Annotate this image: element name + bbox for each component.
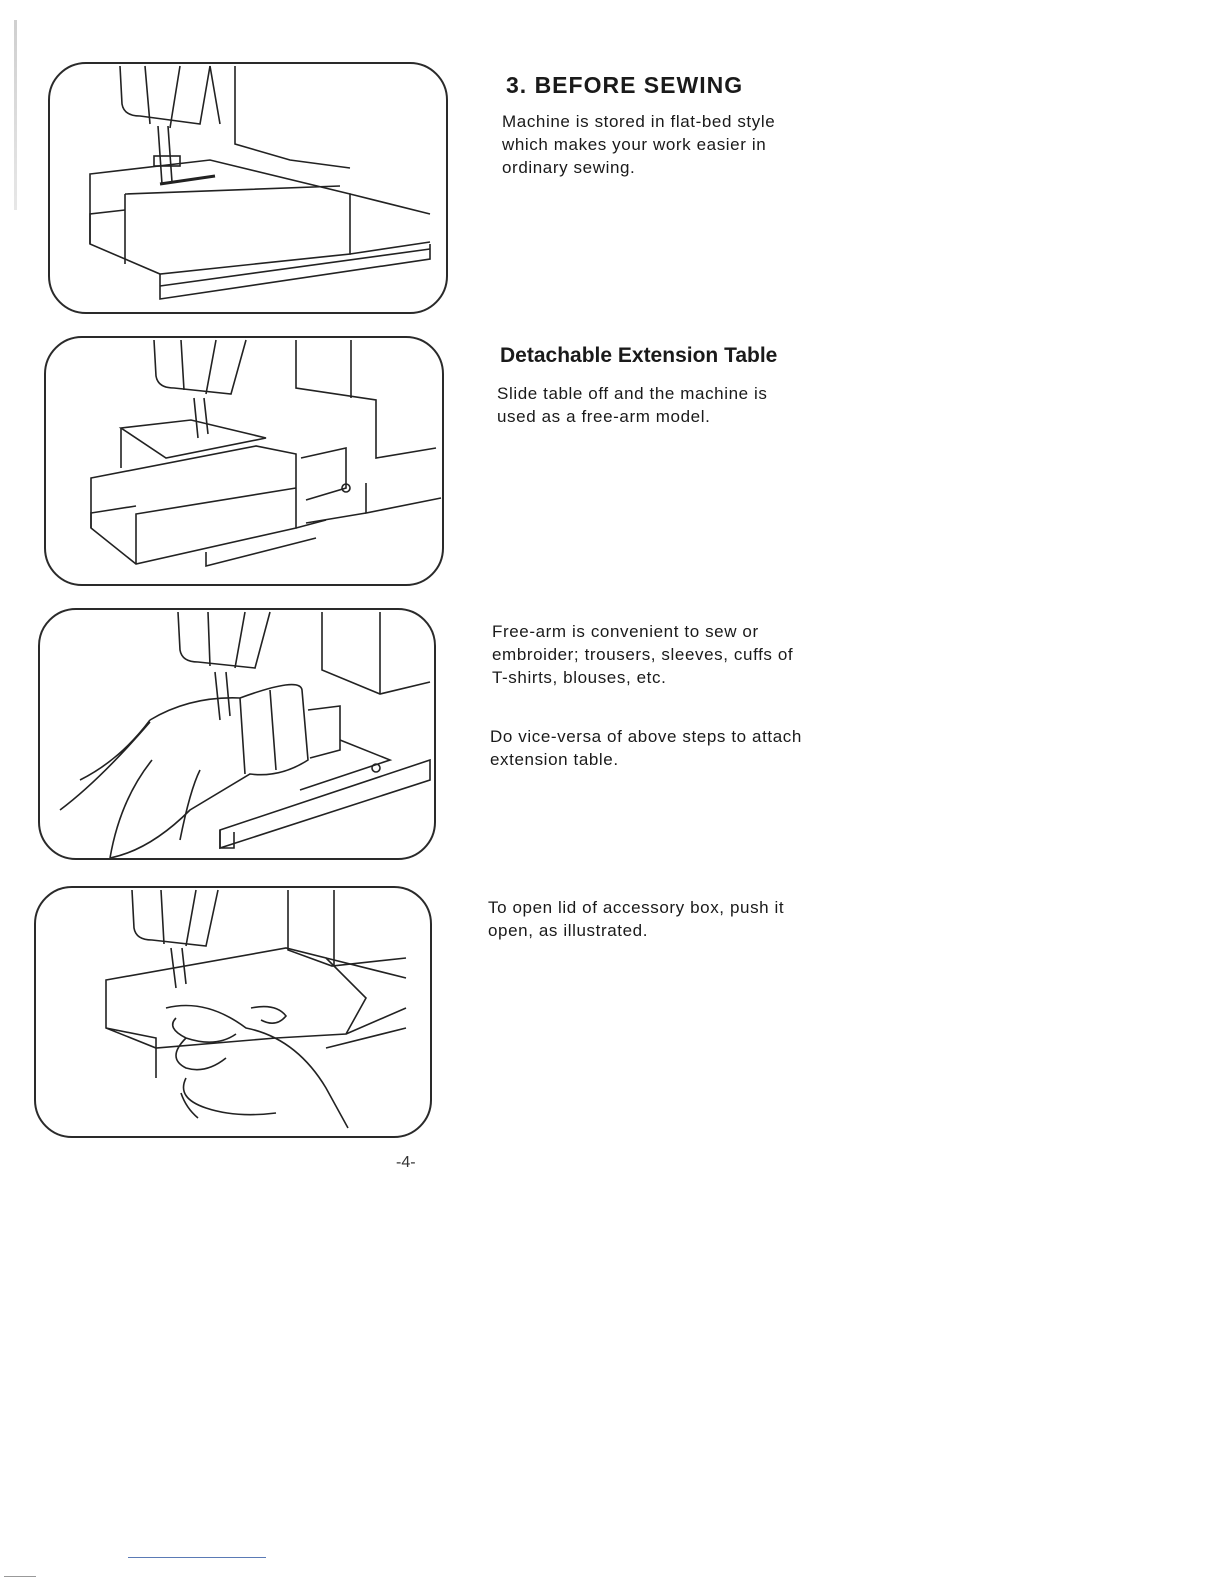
accessory-text-wrap <box>488 896 800 942</box>
intro-text-wrap <box>502 110 812 179</box>
free-arm-text: Free-arm is convenient to sew or embroider; trousers, sleeves, cuffs of T-shirts, blouses, etc. <box>492 622 794 687</box>
scan-edge <box>14 20 17 210</box>
corner-mark <box>4 1576 36 1577</box>
page-number: -4- <box>396 1154 416 1171</box>
illustration-detach-table <box>44 336 444 586</box>
bottom-rule <box>128 1557 266 1558</box>
illustration-free-arm <box>38 608 436 860</box>
intro-text: Machine is stored in flat-bed style which makes your work easier in ordinary sewing. <box>502 112 776 177</box>
free-arm-drawing <box>40 610 434 858</box>
free-arm-text-wrap <box>492 620 804 689</box>
accessory-box-drawing <box>36 888 430 1136</box>
section-heading-wrap <box>506 72 743 99</box>
reattach-text-wrap <box>490 725 802 771</box>
illustration-flat-bed <box>48 62 448 314</box>
reattach-text: Do vice-versa of above steps to attach extension table. <box>490 727 802 769</box>
detach-table-drawing <box>46 338 442 584</box>
extension-table-heading: Detachable Extension Table <box>500 344 778 367</box>
slide-off-text: Slide table off and the machine is used as a free-arm model. <box>497 384 768 426</box>
illustration-accessory-box <box>34 886 432 1138</box>
slide-off-text-wrap <box>497 382 809 428</box>
accessory-box-text: To open lid of accessory box, push it open, as illustrated. <box>488 898 785 940</box>
flat-bed-machine-drawing <box>50 64 446 312</box>
extension-heading-wrap <box>500 344 777 368</box>
section-heading: 3. BEFORE SEWING <box>506 72 744 98</box>
